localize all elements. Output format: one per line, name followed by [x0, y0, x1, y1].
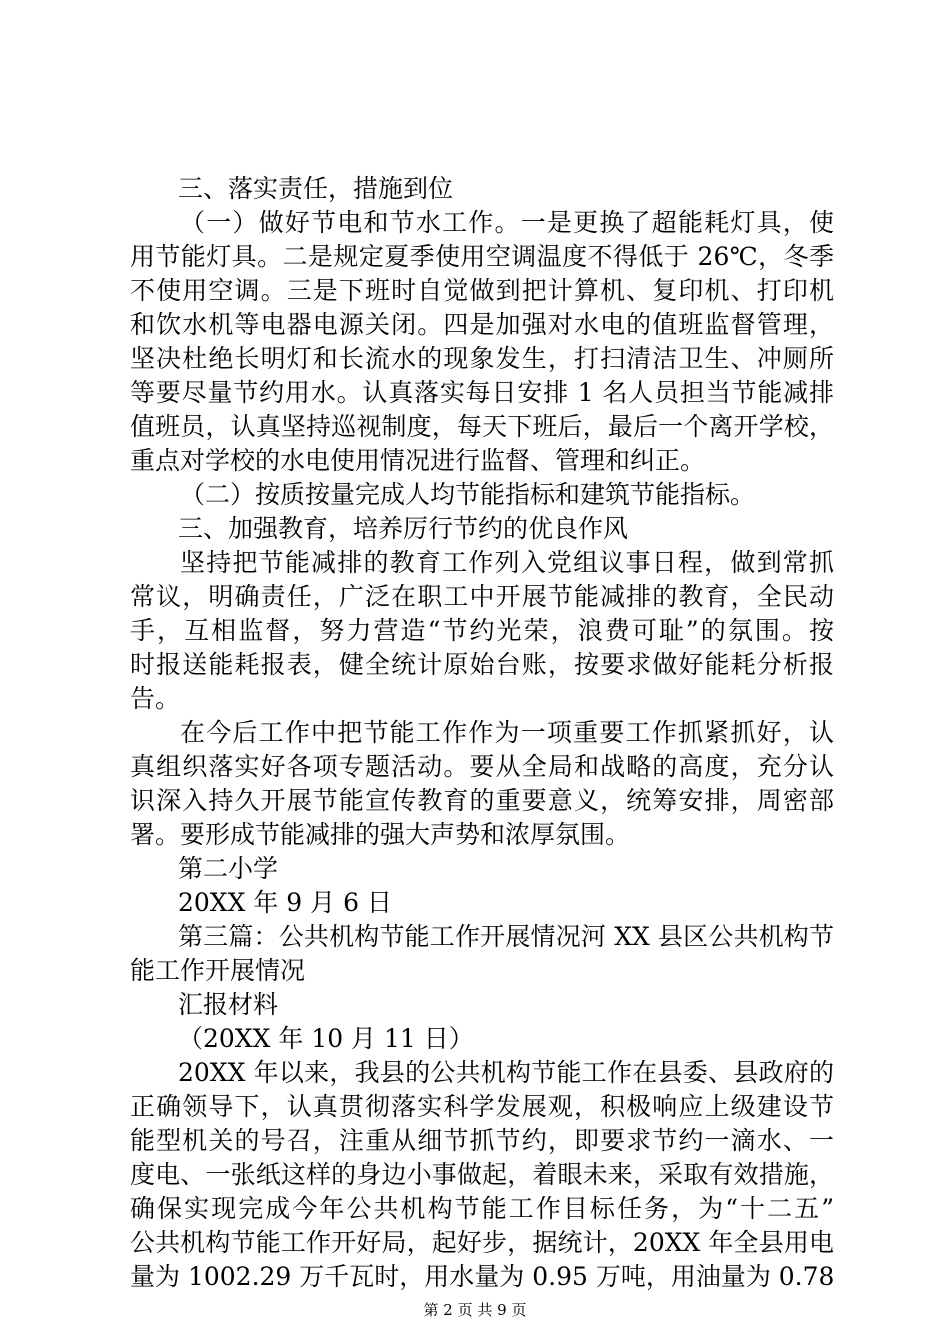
signature-org: 第二小学: [178, 854, 279, 883]
paragraph-line: 坚决杜绝长明灯和长流水的现象发生，打扫清洁卫生、冲厕所: [130, 344, 834, 373]
document-body: [130, 172, 834, 1294]
article-subtitle: 汇报材料: [178, 990, 279, 1019]
paragraph-line: 能型机关的号召，注重从细节抓节约，即要求节约一滴水、一: [130, 1126, 834, 1155]
paragraph-line: 量为 1002.29 万千瓦时，用水量为 0.95 万吨，用油量为 0.78: [130, 1262, 835, 1291]
signature-date: 20XX 年 9 月 6 日: [178, 888, 392, 917]
article-title-line: 第三篇：公共机构节能工作开展情况河 XX 县区公共机构节: [178, 922, 834, 951]
paragraph-line: 告。: [130, 684, 181, 713]
paragraph-line: 用节能灯具。二是规定夏季使用空调温度不得低于 26℃，冬季: [130, 242, 834, 271]
article-date: （20XX 年 10 月 11 日）: [178, 1024, 474, 1053]
article-title-line: 能工作开展情况: [130, 956, 306, 985]
paragraph-line: 常议，明确责任，广泛在职工中开展节能减排的教育，全民动: [130, 582, 834, 611]
paragraph-line: 识深入持久开展节能宣传教育的重要意义，统筹安排，周密部: [130, 786, 834, 815]
paragraph-line: 值班员，认真坚持巡视制度，每天下班后，最后一个离开学校，: [130, 412, 834, 441]
paragraph-line: 时报送能耗报表，健全统计原始台账，按要求做好能耗分析报: [130, 650, 834, 679]
paragraph-line: 不使用空调。三是下班时自觉做到把计算机、复印机、打印机: [130, 276, 834, 305]
paragraph-line: 真组织落实好各项专题活动。要从全局和战略的高度，充分认: [130, 752, 834, 781]
paragraph-line: 20XX 年以来，我县的公共机构节能工作在县委、县政府的: [178, 1058, 834, 1087]
paragraph-line: 重点对学校的水电使用情况进行监督、管理和纠正。: [130, 446, 706, 475]
paragraph-line: 等要尽量节约用水。认真落实每日安排 1 名人员担当节能减排: [130, 378, 834, 407]
paragraph-line: 公共机构节能工作开好局，起好步，据统计，20XX 年全县用电: [130, 1228, 834, 1257]
paragraph-line: （二）按质按量完成人均节能指标和建筑节能指标。: [180, 480, 756, 509]
paragraph-line: （一）做好节电和节水工作。一是更换了超能耗灯具，使: [180, 208, 834, 237]
paragraph-line: 手，互相监督，努力营造“节约光荣，浪费可耻”的氛围。按: [130, 616, 834, 645]
paragraph-line: 署。要形成节能减排的强大声势和浓厚氛围。: [130, 820, 631, 849]
paragraph-line: 度电、一张纸这样的身边小事做起，着眼未来，采取有效措施，: [130, 1160, 834, 1189]
paragraph-line: 正确领导下，认真贯彻落实科学发展观，积极响应上级建设节: [130, 1092, 834, 1121]
paragraph-line: 和饮水机等电器电源关闭。四是加强对水电的值班监督管理，: [130, 310, 834, 339]
paragraph-line: 确保实现完成今年公共机构节能工作目标任务，为“十二五”: [130, 1194, 834, 1223]
section-heading: 三、落实责任，措施到位: [178, 174, 454, 203]
paragraph-line: 在今后工作中把节能工作作为一项重要工作抓紧抓好，认: [180, 718, 834, 747]
paragraph-line: 坚持把节能减排的教育工作列入党组议事日程，做到常抓: [180, 548, 834, 577]
page-number-footer: 第 2 页 共 9 页: [423, 1301, 527, 1319]
section-heading: 三、加强教育，培养厉行节约的优良作风: [178, 514, 629, 543]
